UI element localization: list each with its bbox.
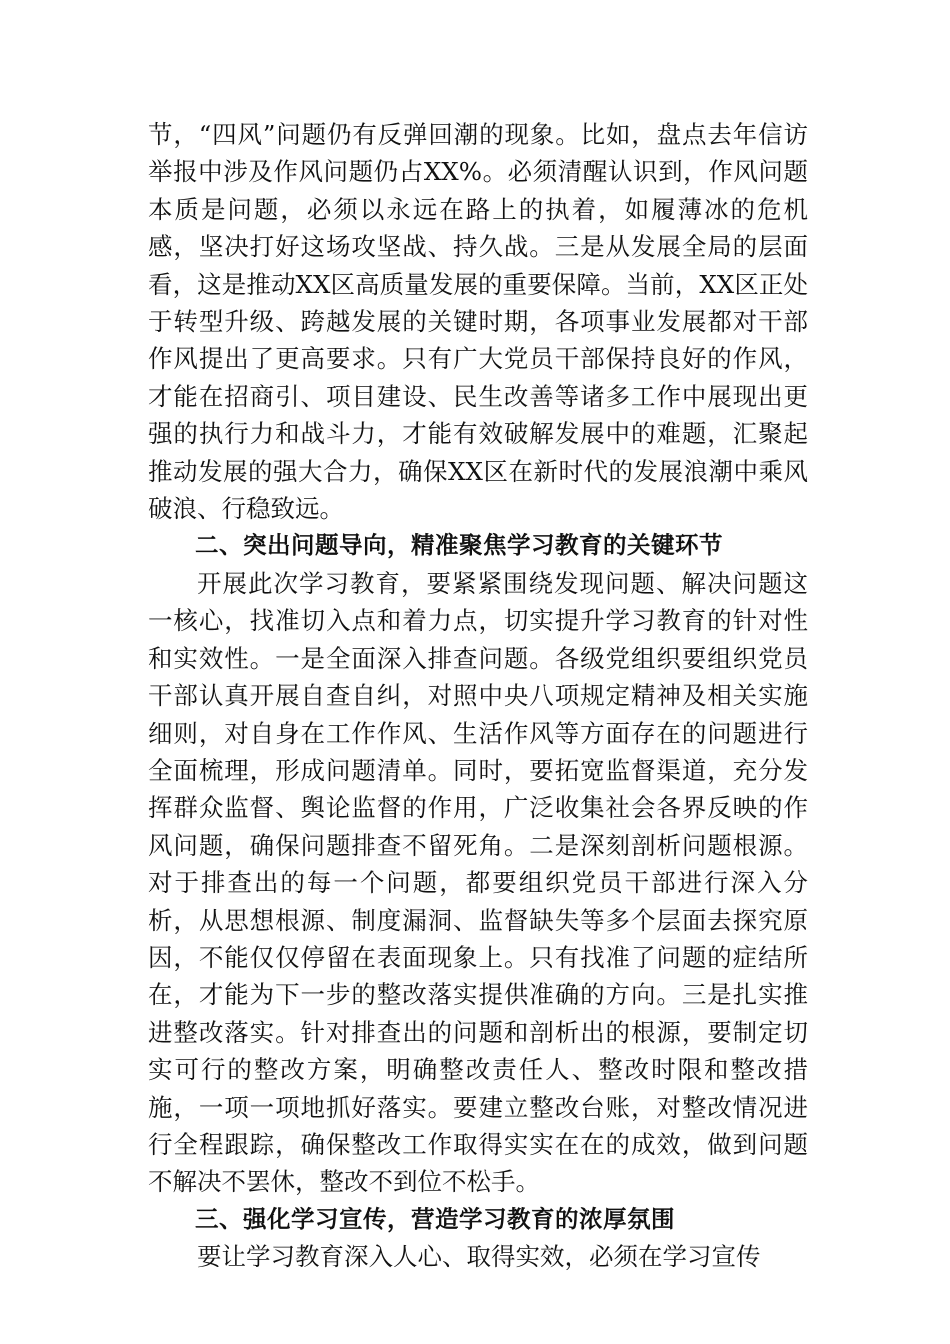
paragraph-continued: 节，“四风”问题仍有反弹回潮的现象。比如，盘点去年信访举报中涉及作风问题仍占XX%。必须清醒认识到，作风问题本质是问题，必须以永远在路上的执着，如履薄冰的危机感，坚决打好这场攻坚战、持久战。三是从发展全局的层面看，这是推动XX区高质量发展的重要保障。当前，XX区正处于转型升级、跨越发展的关键时期，各项事业发展都对干部作风提出了更高要求。只有广大党员干部保持良好的作风，才能在招商引、项目建设、民生改善等诸多工作中展现出更强的执行力和战斗力，才能有效破解发展中的难题，汇聚起推动发展的强大合力，确保XX区在新时代的发展浪潮中乘风破浪、行稳致远。 xyxy=(148,120,808,524)
section-heading-3: 三、强化学习宣传，营造学习教育的浓厚氛围 xyxy=(195,1204,675,1233)
document-page xyxy=(148,116,808,1276)
section-heading-2: 二、突出问题导向，精准聚焦学习教育的关键环节 xyxy=(195,531,723,560)
paragraph-section-2: 开展此次学习教育，要紧紧围绕发现问题、解决问题这一核心，找准切入点和着力点，切实提升学习教育的针对性和实效性。一是全面深入排查问题。各级党组织要组织党员干部认真开展自查自纠，对照中央八项规定精神及相关实施细则，对自身在工作作风、生活作风等方面存在的问题进行全面梳理，形成问题清单。同时，要拓宽监督渠道，充分发挥群众监督、舆论监督的作用，广泛收集社会各界反映的作风问题，确保问题排查不留死角。二是深刻剖析问题根源。对于排查出的每一个问题，都要组织党员干部进行深入分析，从思想根源、制度漏洞、监督缺失等多个层面去探究原因，不能仅仅停留在表面现象上。只有找准了问题的症结所在，才能为下一步的整改落实提供准确的方向。三是扎实推进整改落实。针对排查出的问题和剖析出的根源，要制定切实可行的整改方案，明确整改责任人、整改时限和整改措施，一项一项地抓好落实。要建立整改台账，对整改情况进行全程跟踪，确保整改工作取得实实在在的成效，做到问题不解决不罢休，整改不到位不松手。 xyxy=(148,568,808,1197)
paragraph-section-3: 要让学习教育深入人心、取得实效，必须在学习宣传 xyxy=(197,1242,761,1272)
